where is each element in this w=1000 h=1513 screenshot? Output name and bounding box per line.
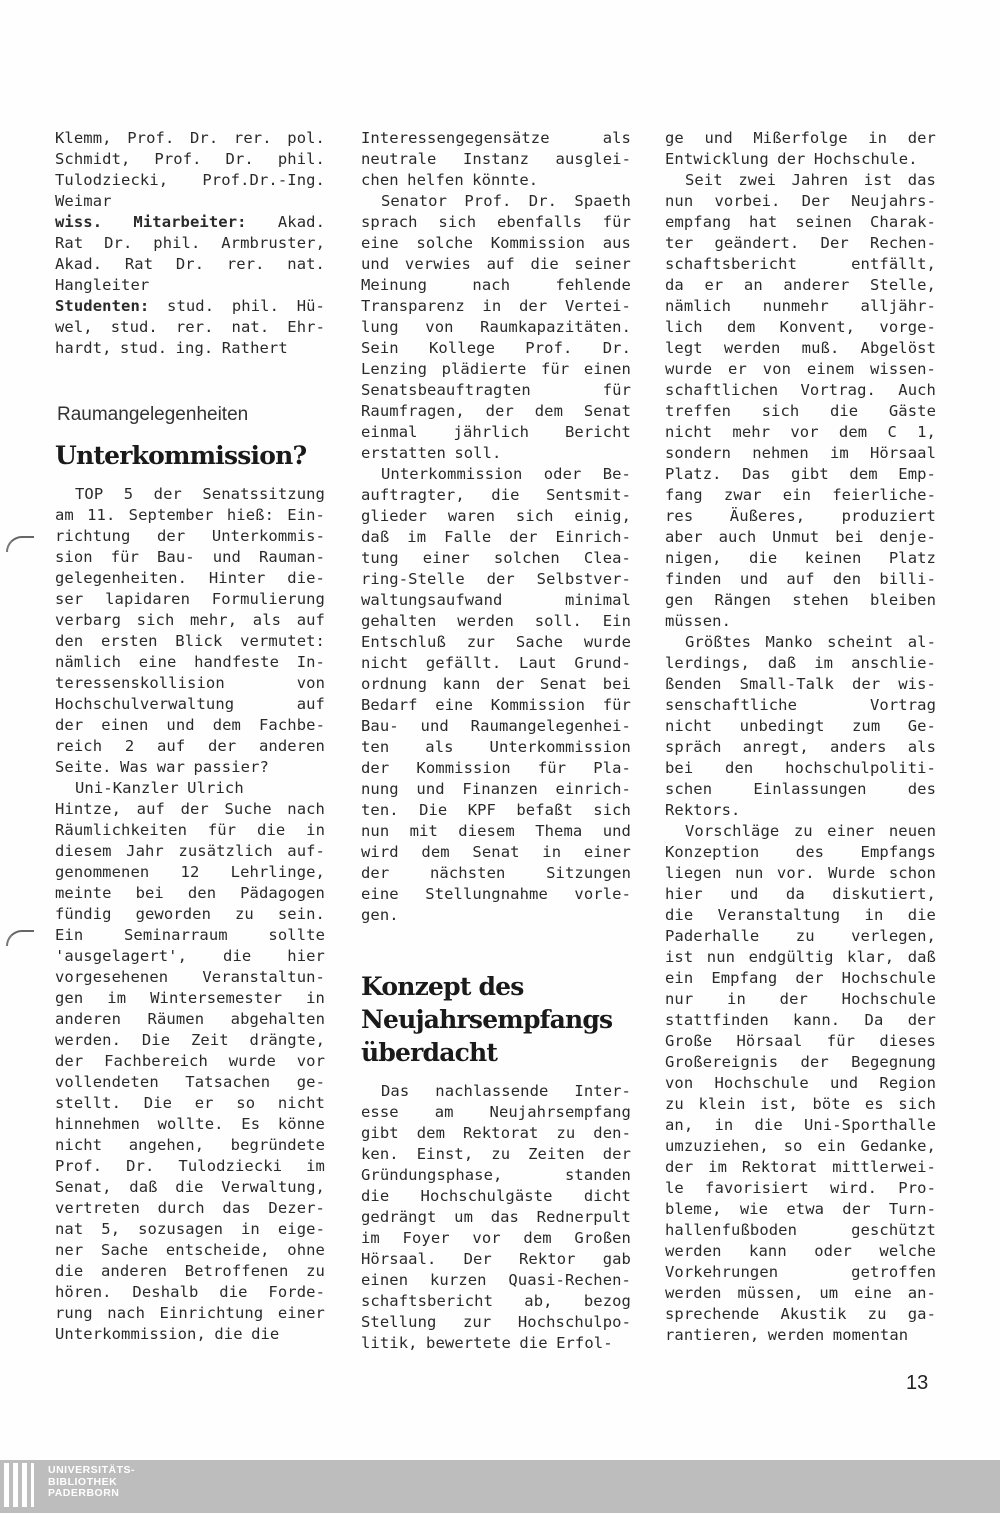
text-line: ring-Stelle der Selbstver- [361,570,631,588]
text-line: Seit zwei Jahren ist das [685,171,936,189]
text-line: Tulodziecki, Prof.Dr.-Ing. [55,171,325,189]
text-line: müssen. [665,612,732,630]
text-line: Interessengegensätze als [361,129,631,147]
text-line: ten als Unterkommission [361,738,631,756]
text-line: Stellung zur Hochschulpo- [361,1313,631,1331]
text-line: ge und Mißerfolge in der [665,129,936,147]
text-line: 'ausgelagert', die hier [55,947,325,965]
text-line: stellt. Die er so nicht [55,1094,325,1112]
text-line: der im Rektorat mittlerwei- [665,1158,936,1176]
text-line: daß im Falle der Einrich- [361,528,631,546]
headline-line: Neujahrsempfangs [361,1005,613,1034]
text-line: Akad. Rat Dr. rer. nat. [55,255,325,273]
text-line: richtung der Unterkommis- [55,527,325,545]
text-line: nicht angehen, begründete [55,1136,325,1154]
text-line: Rektors. [665,801,741,819]
logo-text-line: UNIVERSITÄTS- [48,1464,136,1476]
text-line: am 11. September hieß: Ein- [55,506,325,524]
text-line: ner Sache entscheide, ohne [55,1241,325,1259]
text-line: Rat Dr. phil. Armbruster, [55,234,325,252]
text-line: lung von Raumkapazitäten. [361,318,631,336]
text-line: nigen, die keinen Platz [665,549,936,567]
text-line: Senatsbeauftragten für [361,381,631,399]
logo-text [48,1463,135,1507]
text-line: Unterkommission, die die [55,1325,280,1343]
text-line: schaftsbericht ab, bezog [361,1292,631,1310]
text-line: Unterkommission oder Be- [381,465,631,483]
text-line: der nächsten Sitzungen [361,864,631,882]
text-line: anderen Räumen abgehalten [55,1010,325,1028]
text-line: schaftsbericht entfällt, [665,255,936,273]
text-line: Bedarf eine Kommission für [361,696,631,714]
text-line: sprechende Akustik zu ga- [665,1305,936,1323]
text-line: auftragter, die Sentsmit- [361,486,631,504]
text-line: Klemm, Prof. Dr. rer. pol. [55,129,325,147]
text-line: esse am Neujahrsempfang [361,1103,631,1121]
text-line: fang zwar ein feierliche- [665,486,936,504]
text-line: Hochschulverwaltung auf [55,695,325,713]
headline-unterkommission: Unterkommission? [55,441,307,470]
text-line: reich 2 auf der anderen [55,737,325,755]
text-line: Sein Kollege Prof. Dr. [361,339,631,357]
text-line: lerdings, daß im anschlie- [665,654,936,672]
text-line: Ein Seminarraum sollte [55,926,325,944]
text-line: die Veranstaltung in die [665,906,936,924]
headline-line: überdacht [361,1038,498,1067]
text-line: ter geändert. Der Rechen- [665,234,936,252]
text-line: nat 5, sozusagen in eige- [55,1220,325,1238]
text-line: Weimar [55,192,112,210]
text-line: gehalten werden soll. Ein [361,612,631,630]
text-line: werden müssen, um eine an- [665,1284,936,1302]
text-line: nun vorbei. Der Neujahrs- [665,192,936,210]
text-line: der einen und dem Fachbe- [55,716,325,734]
text-line: Räumlichkeiten für die in [55,821,325,839]
text-line: chen helfen könnte. [361,171,539,189]
article-body-neujahrsempfang [361,1081,631,1354]
punch-hole-mark [6,930,34,946]
column-2 [361,128,631,1354]
text-line: ten. Die KPF befaßt sich [361,801,631,819]
text-line: nicht unbedingt zum Ge- [665,717,936,735]
text-line: ken. Einst, zu Zeiten der [361,1145,631,1163]
text-line: res Äußeres, produziert [665,507,936,525]
text-line: le favorisiert wird. Pro- [665,1179,936,1197]
text-line: erstatten soll. [361,444,502,462]
text-line: Prof. Dr. Tulodziecki im [55,1157,325,1175]
text-line: zu klein ist, böte es sich [665,1095,936,1113]
studenten-line [55,296,325,317]
text-line: hören. Deshalb die Forde- [55,1283,325,1301]
text-line: Platz. Das gibt dem Emp- [665,465,936,483]
page-number: 13 [906,1372,929,1394]
text-line: senschaftliche Vortrag [665,696,936,714]
text-line: hinnehmen wollte. Es könne [55,1115,325,1133]
text-line: tung einer solchen Clea- [361,549,631,567]
text-line: da er an anderer Stelle, [665,276,936,294]
text-line: nung und Finanzen einrich- [361,780,631,798]
text-line: gibt dem Rektorat zu den- [361,1124,631,1142]
wiss-label: wiss. Mitarbeiter: [55,213,247,231]
text-line: Paderhalle zu verlegen, [665,927,936,945]
text-line: bei den hochschulpoliti- [665,759,936,777]
text-line: gelegenheiten. Hinter die- [55,569,325,587]
text-line: glieder waren sich einig, [361,507,631,525]
text-line: litik, bewertete die Erfol- [361,1334,613,1352]
text-line: Schmidt, Prof. Dr. phil. [55,150,325,168]
text-line: Hintze, auf der Suche nach [55,800,325,818]
text-line: verbarg sich mehr, als auf [55,611,325,629]
text-line: sondern nehmen im Hörsaal [665,444,936,462]
text-line: Gründungsphase, standen [361,1166,631,1184]
wiss-line [55,212,325,233]
text-line: ein Empfang der Hochschule [665,969,936,987]
text-line: aber auch Unmut bei denje- [665,528,936,546]
text-line: Meinung nach fehlende [361,276,631,294]
text-line: von Hochschule und Region [665,1074,936,1092]
text-line: gedrängt um das Rednerpult [361,1208,631,1226]
text-line: eine solche Kommission aus [361,234,631,252]
text-line: nämlich eine handfeste In- [55,653,325,671]
text-line: lich dem Konvent, vorge- [665,318,936,336]
column-1 [55,128,325,1345]
text-line: nicht gefällt. Laut Grund- [361,654,631,672]
text-line: hardt, stud. ing. Rathert [55,339,288,357]
text-line: empfang hat seinen Charak- [665,213,936,231]
text-line: TOP 5 der Senatssitzung [75,485,325,503]
text-line: Große Hörsaal für dieses [665,1032,936,1050]
text-line: werden kann oder welche [665,1242,936,1260]
text-line: Senator Prof. Dr. Spaeth [381,192,631,210]
headline-neujahrsempfang [361,970,631,1069]
article-body-continued [361,128,631,926]
text-line: Großereignis der Begegnung [665,1053,936,1071]
text-line: Entwicklung der Hochschule. [665,150,918,168]
text-line: legt werden muß. Abgelöst [665,339,936,357]
text-line: wird dem Senat in einer [361,843,631,861]
text-line: werden. Die Zeit drängte, [55,1031,325,1049]
text-line: Vorkehrungen getroffen [665,1263,936,1281]
text-line: eine Stellungnahme vorle- [361,885,631,903]
text-line: stattfinden kann. Da der [665,1011,936,1029]
text-line: fündig geworden zu sein. [55,905,325,923]
text-line: schaftlichen Vortrag. Auch [665,381,936,399]
text-line: rung nach Einrichtung einer [55,1304,325,1322]
text-line: ser lapidaren Formulierung [55,590,325,608]
text-line: Vorschläge zu einer neuen [685,822,936,840]
text-line: an, in die Uni-Sporthalle [665,1116,936,1134]
text-line: Größtes Manko scheint al- [685,633,936,651]
text-line: gen Rängen stehen bleiben [665,591,936,609]
text-line: spräch anregt, anders als [665,738,936,756]
text-line: ßenden Small-Talk der wis- [665,675,936,693]
text-line: einmal jährlich Bericht [361,423,631,441]
section-label: Raumangelegenheiten [57,404,249,425]
text-line: nicht mehr vor dem C 1, [665,423,936,441]
text-line: die Hochschulgäste dicht [361,1187,631,1205]
member-list [55,128,325,359]
text-line: die anderen Betroffenen zu [55,1262,325,1280]
text-line: umzuziehen, so ein Gedanke, [665,1137,936,1155]
text-line: genommenen 12 Lehrlinge, [55,863,325,881]
text-line: wurde er von einem wissen- [665,360,936,378]
library-footer-bar [0,1460,1000,1513]
text-line: Uni-Kanzler Ulrich [75,779,244,797]
text-line: neutrale Instanz ausglei- [361,150,631,168]
text-line: Lenzing plädierte für einen [361,360,631,378]
studenten-rest: stud. phil. Hü- [149,297,325,315]
text-line: sion für Bau- und Rauman- [55,548,325,566]
text-line: Hörsaal. Der Rektor gab [361,1250,631,1268]
text-line: und verwies auf die seiner [361,255,631,273]
text-line: schen Einlassungen des [665,780,936,798]
text-line: rantieren, werden momentan [665,1326,909,1344]
text-line: gen im Wintersemester in [55,989,325,1007]
logo-bars-icon [4,1463,38,1507]
text-line: sprach sich ebenfalls für [361,213,631,231]
text-line: hallenfußboden geschützt [665,1221,936,1239]
text-line: Konzeption des Empfangs [665,843,936,861]
wiss-rest: Akad. [246,213,325,231]
text-line: Seite. Was war passier? [55,758,269,776]
text-line: teressenskollision von [55,674,325,692]
library-logo [4,1463,135,1507]
text-line: meinte bei den Pädagogen [55,884,325,902]
text-line: nämlich nunmehr alljähr- [665,297,936,315]
text-line: hier und da diskutiert, [665,885,936,903]
text-line: den ersten Blick vermutet: [55,632,325,650]
text-line: nun mit diesem Thema und [361,822,631,840]
text-line: finden und auf den billi- [665,570,936,588]
article-body-unterkommission [55,484,325,1345]
text-line: ordnung kann der Senat bei [361,675,631,693]
text-line: nur in der Hochschule [665,990,936,1008]
text-line: der Kommission für Pla- [361,759,631,777]
text-line: einen kurzen Quasi-Rechen- [361,1271,631,1289]
text-line: vollendeten Tatsachen ge- [55,1073,325,1091]
text-line: liegen nun vor. Wurde schon [665,864,936,882]
text-line: gen. [361,906,399,924]
text-line: ist nun endgültig klar, daß [665,948,936,966]
text-line: Entschluß zur Sache wurde [361,633,631,651]
text-line: Transparenz in der Vertei- [361,297,631,315]
text-line: Senat, daß die Verwaltung, [55,1178,325,1196]
column-3 [665,128,936,1346]
studenten-label: Studenten: [55,297,150,315]
text-line: waltungsaufwand minimal [361,591,631,609]
text-line: der Fachbereich wurde vor [55,1052,325,1070]
text-line: im Foyer vor dem Großen [361,1229,631,1247]
text-line: Raumfragen, der dem Senat [361,402,631,420]
text-line: treffen sich die Gäste [665,402,936,420]
text-line: Das nachlassende Inter- [381,1082,631,1100]
text-line: wel, stud. rer. nat. Ehr- [55,318,325,336]
logo-text-line: PADERBORN [48,1487,120,1499]
article-body-neujahrsempfang-continued [665,128,936,1346]
text-line: bleme, wie etwa der Turn- [665,1200,936,1218]
punch-hole-mark [6,536,34,552]
text-line: vertreten durch das Dezer- [55,1199,325,1217]
logo-text-line: BIBLIOTHEK [48,1475,118,1488]
text-line: Bau- und Raumangelegenhei- [361,717,631,735]
text-line: Hangleiter [55,276,150,294]
headline-line: Konzept des [361,972,524,1001]
text-line: diesem Jahr zusätzlich auf- [55,842,325,860]
text-line: vorgesehenen Veranstaltun- [55,968,325,986]
